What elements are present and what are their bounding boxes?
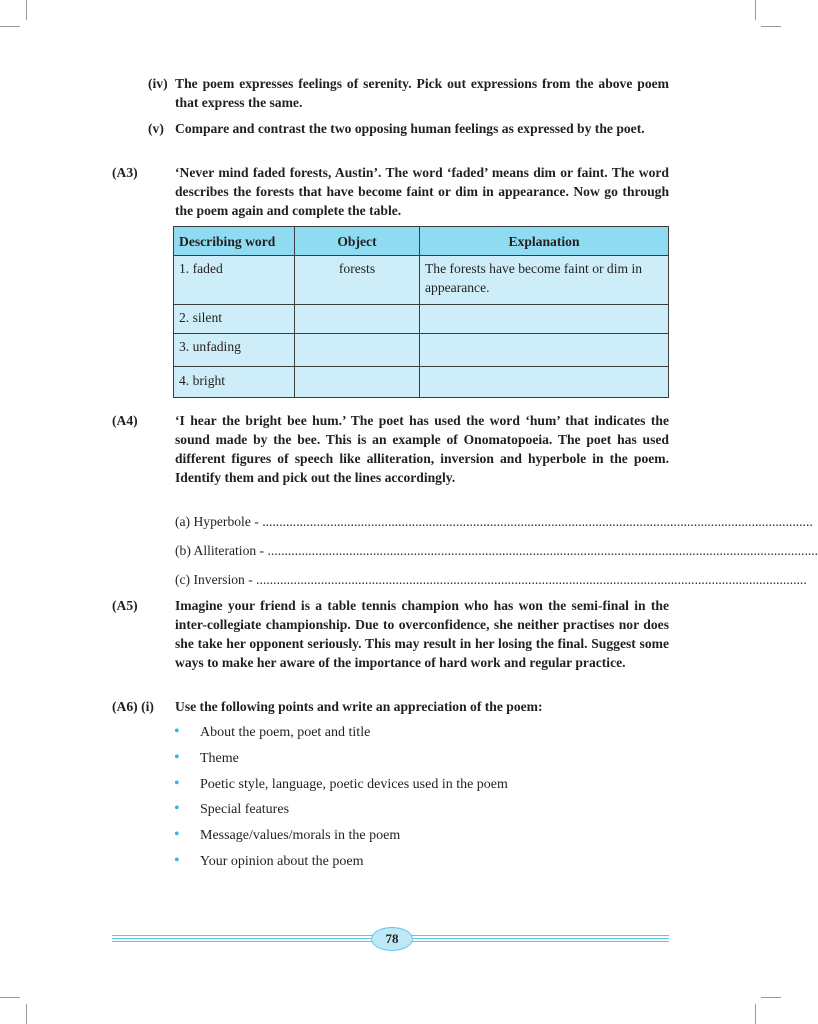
answer-label: (b) Alliteration - — [175, 543, 265, 558]
table-cell[interactable] — [420, 367, 669, 398]
table-cell[interactable] — [295, 367, 420, 398]
table-cell: 4. bright — [174, 367, 295, 398]
table-cell: 3. unfading — [174, 334, 295, 367]
dotted-leader: .................................................................................................................................................................. — [262, 514, 813, 529]
table-cell[interactable] — [420, 305, 669, 334]
crop-mark — [761, 26, 781, 27]
activity-text: Use the following points and write an appreciation of the poem: — [175, 699, 543, 714]
crop-mark — [761, 997, 781, 998]
bullet-dot-icon: • — [174, 800, 180, 817]
table-header-row — [174, 227, 669, 256]
dotted-leader: .................................................................................................................................................................. — [267, 543, 818, 558]
answer-label: (c) Inversion - — [175, 572, 253, 587]
bullet-dot-icon: • — [174, 749, 180, 766]
answer-line[interactable] — [175, 512, 813, 531]
question-number: (iv) — [148, 76, 168, 91]
activity-number: (A4) — [112, 413, 138, 428]
table-row — [174, 367, 669, 398]
answer-label: (a) Hyperbole - — [175, 514, 259, 529]
table-cell: The forests have become faint or dim in appearance. — [420, 256, 669, 305]
crop-mark — [0, 997, 20, 998]
table-header: Explanation — [420, 227, 669, 256]
question-text: The poem expresses feelings of serenity. Pick out expressions from the above poem that express the same. — [175, 76, 669, 110]
table-cell: forests — [295, 256, 420, 305]
question-text: Compare and contrast the two opposing human feelings as expressed by the poet. — [175, 121, 645, 136]
question-number: (v) — [148, 121, 164, 136]
table-cell[interactable] — [295, 334, 420, 367]
table-row — [174, 334, 669, 367]
crop-mark — [26, 0, 27, 20]
page-number: 78 — [371, 927, 413, 951]
crop-mark — [0, 26, 20, 27]
table-row — [174, 305, 669, 334]
activity-text: ‘Never mind faded forests, Austin’. The word ‘faded’ means dim or faint. The word describes the forests that have become faint or dim in appearance. Now go through the poem again and complete the table. — [175, 165, 669, 218]
activity-number: (A3) — [112, 165, 138, 180]
crop-mark — [755, 1004, 756, 1024]
activity-text: ‘I hear the bright bee hum.’ The poet has used the word ‘hum’ that indicates the sound made by the bee. This is an example of Onomatopoeia. The poet has used different figures of speech like alliteration, inversion and hyperbole in the poem. Identify them and pick out the lines accordingly. — [175, 413, 669, 485]
describing-word-table — [173, 226, 669, 398]
bullet-dot-icon: • — [174, 826, 180, 843]
activity-number: (A5) — [112, 598, 138, 613]
table-row — [174, 256, 669, 305]
crop-mark — [755, 0, 756, 20]
activity-number: (A6) (i) — [112, 699, 154, 714]
answer-line[interactable] — [175, 570, 807, 589]
bullet-dot-icon: • — [174, 775, 180, 792]
table-cell: 2. silent — [174, 305, 295, 334]
bullet-dot-icon: • — [174, 852, 180, 869]
table-cell[interactable] — [420, 334, 669, 367]
table-header: Object — [295, 227, 420, 256]
table-header: Describing word — [174, 227, 295, 256]
table-cell[interactable] — [295, 305, 420, 334]
crop-mark — [26, 1004, 27, 1024]
activity-text: Imagine your friend is a table tennis champion who has won the semi-final in the inter-collegiate championship. Due to overconfidence, she neither practises nor does she take her opponent seriously. This may result in her losing the final. Suggest some ways to make her aware of the importance of hard work and regular practice. — [175, 598, 669, 670]
bullet-dot-icon: • — [174, 723, 180, 740]
dotted-leader: .................................................................................................................................................................. — [256, 572, 807, 587]
answer-line[interactable] — [175, 541, 818, 560]
table-cell: 1. faded — [174, 256, 295, 305]
